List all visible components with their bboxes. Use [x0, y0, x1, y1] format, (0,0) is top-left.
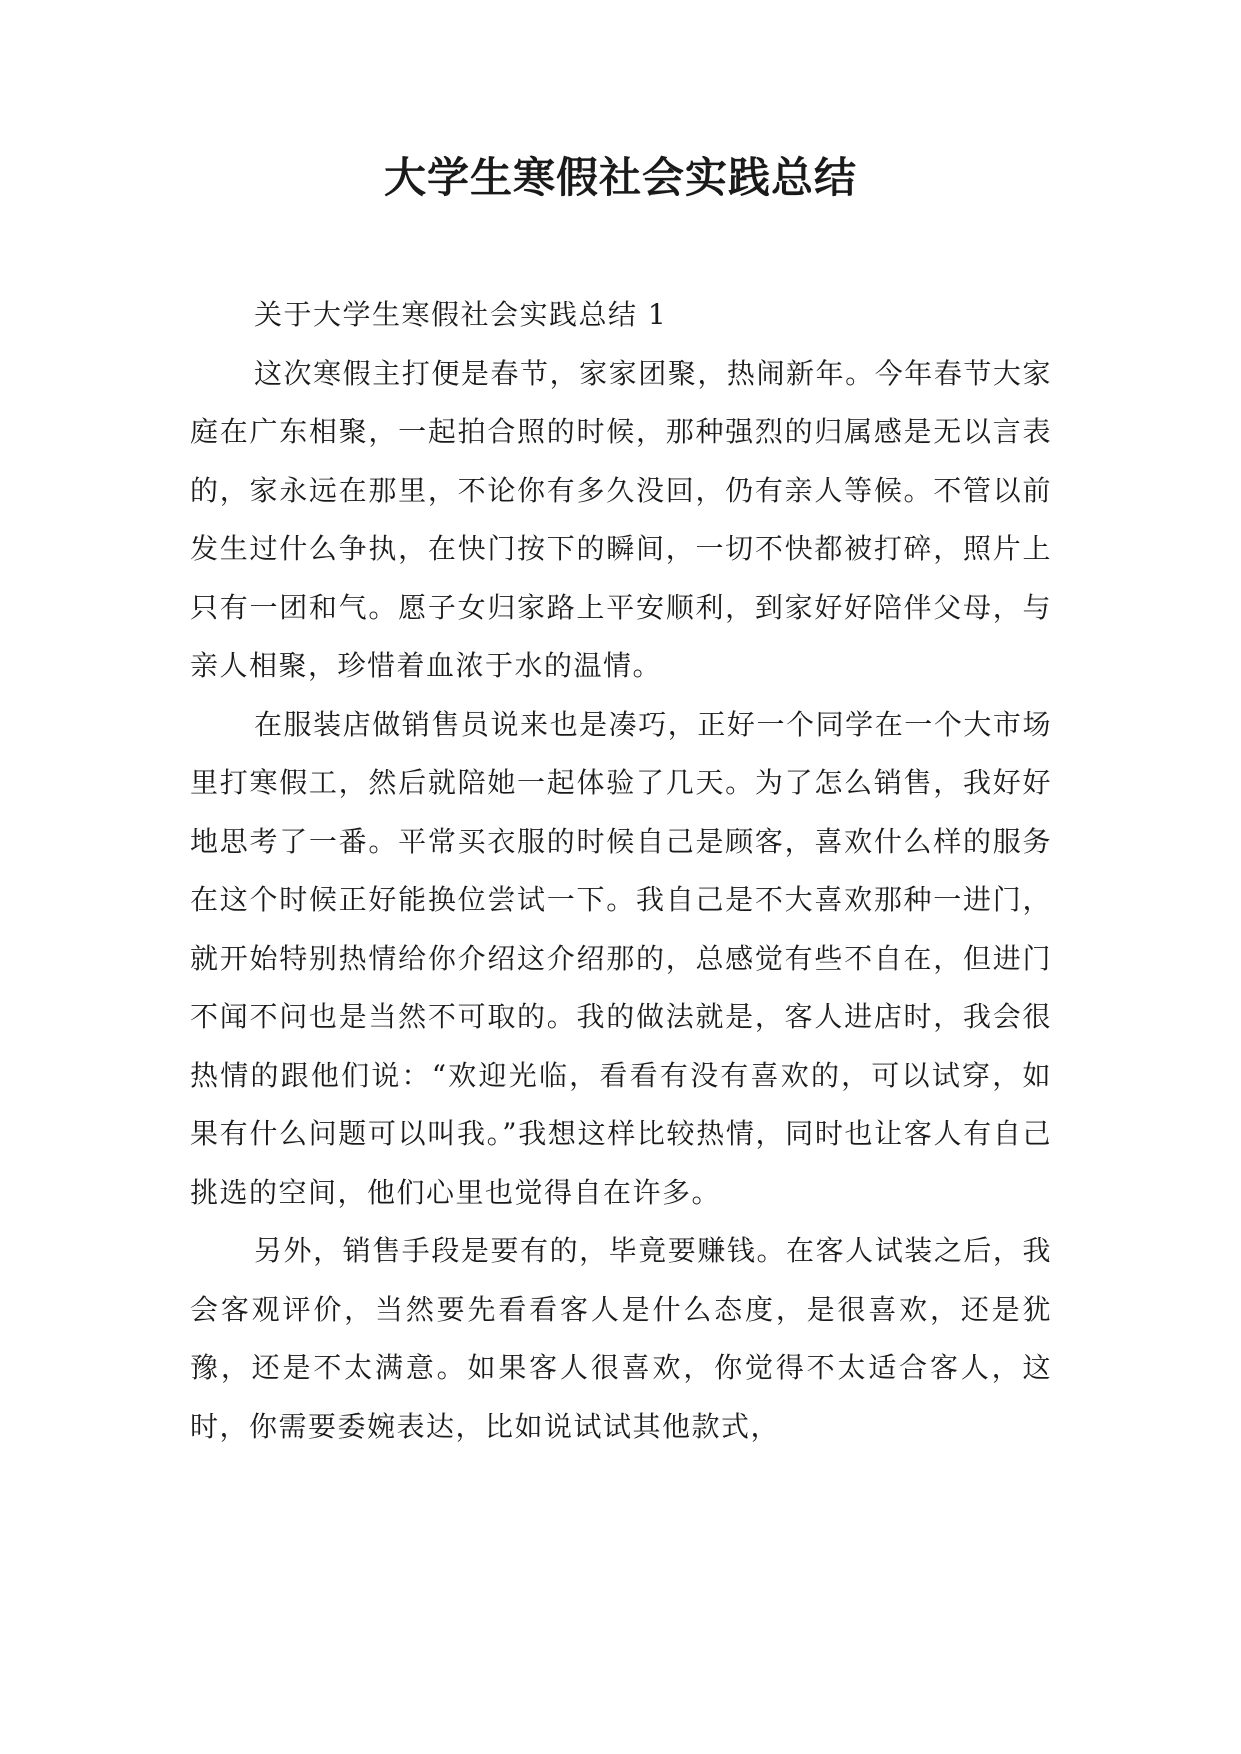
section-heading: 关于大学生寒假社会实践总结 1: [254, 298, 668, 331]
document-body: [190, 286, 1052, 1456]
paragraph-1: 这次寒假主打便是春节，家家团聚，热闹新年。今年春节大家庭在广东相聚，一起拍合照的时候，那种强烈的归属感是无以言表的，家永远在那里，不论你有多久没回，仍有亲人等候。不管以前发生过什么争执，在快门按下的瞬间，一切不快都被打碎，照片上只有一团和气。愿子女归家路上平安顺利，到家好好陪伴父母，与亲人相聚，珍惜着血浓于水的温情。: [190, 356, 1052, 682]
document-title: 大学生寒假社会实践总结: [383, 153, 857, 202]
paragraph-2: 在服装店做销售员说来也是凑巧，正好一个同学在一个大市场里打寒假工，然后就陪她一起体验了几天。为了怎么销售，我好好地思考了一番。平常买衣服的时候自己是顾客，喜欢什么样的服务在这个时候正好能换位尝试一下。我自己是不大喜欢那种一进门，就开始特别热情给你介绍这介绍那的，总感觉有些不自在，但进门不闻不问也是当然不可取的。我的做法就是，客人进店时，我会很热情的跟他们说：“欢迎光临，看看有没有喜欢的，可以试穿，如果有什么问题可以叫我。”我想这样比较热情，同时也让客人有自己挑选的空间，他们心里也觉得自在许多。: [190, 707, 1052, 1209]
paragraph-3: 另外，销售手段是要有的，毕竟要赚钱。在客人试装之后，我会客观评价，当然要先看看客人是什么态度，是很喜欢，还是犹豫，还是不太满意。如果客人很喜欢，你觉得不太适合客人，这时，你需要委婉表达，比如说试试其他款式，: [190, 1234, 1052, 1443]
